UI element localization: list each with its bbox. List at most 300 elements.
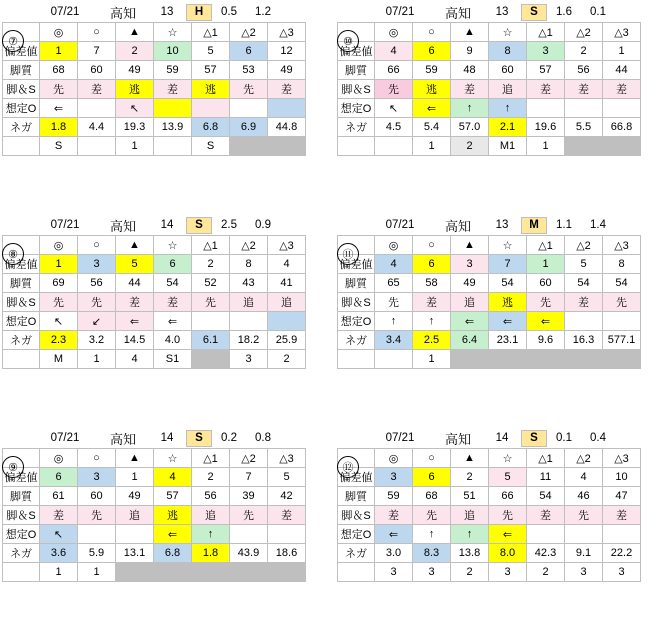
header-place: 高知 (444, 5, 471, 21)
header-place: 高知 (109, 5, 136, 21)
table-row (3, 274, 306, 293)
cell-horse: 4 (268, 255, 306, 274)
cell-souteiO: 3.0 (375, 544, 413, 563)
cell-souteiO: 3.4 (375, 331, 413, 350)
cell-horse: 1 (603, 42, 641, 61)
cell-nega (375, 137, 413, 156)
cell-hensachi: 59 (154, 61, 192, 80)
cell-souteiO: 8.0 (489, 544, 527, 563)
header-place: 高知 (444, 218, 471, 234)
cell-hensachi: 60 (527, 274, 565, 293)
table-row (338, 274, 641, 293)
cell-kyakushitsu: 差 (527, 506, 565, 525)
cell-souteiO: 16.3 (565, 331, 603, 350)
cell-horse: 4 (375, 255, 413, 274)
cell-nega (230, 563, 268, 582)
cell-hensachi: 60 (78, 487, 116, 506)
cell-souteiO: 19.6 (527, 118, 565, 137)
table-row (338, 312, 641, 331)
mark-cell: △1 (192, 23, 230, 42)
mark-cell: ☆ (489, 449, 527, 468)
header-place: 高知 (109, 218, 136, 234)
cell-nega (603, 137, 641, 156)
header-value-1: 1.6 (556, 6, 572, 18)
row-label: 脚質 (3, 487, 40, 506)
cell-horse: 5 (489, 468, 527, 487)
cell-souteiO: 57.0 (451, 118, 489, 137)
mark-cell: ○ (78, 236, 116, 255)
header-value-2: 1.4 (590, 219, 606, 231)
cell-hensachi: 66 (489, 487, 527, 506)
cell-kyakushitsu: 先 (375, 293, 413, 312)
cell-nega (116, 563, 154, 582)
cell-souteiO: 1.8 (192, 544, 230, 563)
row-label: 脚＆S (3, 293, 40, 312)
cell-horse: 5 (268, 468, 306, 487)
cell-hensachi: 54 (154, 274, 192, 293)
row-label: 脚＆S (338, 506, 375, 525)
cell-souteiO: 3.6 (40, 544, 78, 563)
cell-nega: 3 (413, 563, 451, 582)
table-row (3, 80, 306, 99)
header-race-number: 14 (160, 219, 174, 231)
cell-hensachi: 65 (375, 274, 413, 293)
race-block (0, 426, 335, 639)
cell-hensachi: 51 (451, 487, 489, 506)
header-value-2: 0.1 (590, 6, 606, 18)
cell-souteiO: 6.1 (192, 331, 230, 350)
table-row (338, 449, 641, 468)
cell-souteiO: 8.3 (413, 544, 451, 563)
cell-souteiO: 6.8 (192, 118, 230, 137)
header-grade-badge: S (521, 430, 547, 447)
race-block (335, 426, 670, 639)
cell-nega (603, 350, 641, 369)
row-label: 想定O (3, 525, 40, 544)
race-table (337, 22, 641, 156)
mark-cell: △1 (527, 23, 565, 42)
race-block (335, 0, 670, 213)
cell-hensachi: 60 (489, 61, 527, 80)
block-index-badge: ⑩ (337, 30, 359, 52)
header-value-1: 2.5 (221, 219, 237, 231)
cell-hensachi: 59 (375, 487, 413, 506)
cell-hensachi: 44 (116, 274, 154, 293)
cell-ashi_s: ↑ (413, 312, 451, 331)
cell-kyakushitsu: 先 (489, 506, 527, 525)
cell-ashi_s (268, 312, 306, 331)
row-label (3, 137, 40, 156)
cell-kyakushitsu: 先 (40, 293, 78, 312)
cell-kyakushitsu: 先 (230, 506, 268, 525)
cell-kyakushitsu: 差 (40, 506, 78, 525)
cell-souteiO: 2.3 (40, 331, 78, 350)
cell-ashi_s: ↖ (40, 525, 78, 544)
table-row (3, 544, 306, 563)
cell-horse: 3 (78, 255, 116, 274)
cell-kyakushitsu: 追 (451, 506, 489, 525)
cell-nega: S (192, 137, 230, 156)
cell-kyakushitsu: 差 (565, 80, 603, 99)
race-table (337, 235, 641, 369)
cell-ashi_s (192, 312, 230, 331)
cell-souteiO: 18.6 (268, 544, 306, 563)
cell-souteiO: 3.2 (78, 331, 116, 350)
table-row (3, 506, 306, 525)
mark-cell: ○ (413, 23, 451, 42)
cell-ashi_s: ↑ (375, 312, 413, 331)
table-row (3, 312, 306, 331)
row-label: 偏差値 (338, 468, 375, 487)
cell-ashi_s: ↖ (116, 99, 154, 118)
cell-souteiO: 2.1 (489, 118, 527, 137)
table-row (338, 563, 641, 582)
header-race-number: 13 (160, 6, 174, 18)
cell-kyakushitsu: 差 (375, 506, 413, 525)
row-label: 想定O (3, 312, 40, 331)
cell-kyakushitsu: 逃 (489, 293, 527, 312)
race-table (2, 448, 306, 582)
cell-nega (192, 563, 230, 582)
cell-ashi_s (527, 99, 565, 118)
header-value-1: 0.2 (221, 432, 237, 444)
cell-nega: 4 (116, 350, 154, 369)
mark-cell: △3 (268, 23, 306, 42)
cell-ashi_s (78, 99, 116, 118)
table-row (3, 468, 306, 487)
cell-horse: 4 (154, 468, 192, 487)
cell-hensachi: 56 (78, 274, 116, 293)
cell-ashi_s: ⇐ (451, 312, 489, 331)
cell-ashi_s (603, 525, 641, 544)
row-label: 想定O (3, 99, 40, 118)
cell-kyakushitsu: 差 (78, 80, 116, 99)
row-label: 脚質 (338, 274, 375, 293)
mark-cell: ☆ (154, 236, 192, 255)
cell-nega: S1 (154, 350, 192, 369)
header-date: 07/21 (50, 219, 80, 231)
mark-cell: ◎ (375, 23, 413, 42)
cell-nega: 1 (413, 137, 451, 156)
cell-souteiO: 13.9 (154, 118, 192, 137)
cell-hensachi: 49 (116, 487, 154, 506)
cell-horse: 6 (154, 255, 192, 274)
table-row (338, 118, 641, 137)
cell-horse: 5 (116, 255, 154, 274)
cell-horse: 8 (489, 42, 527, 61)
table-row (338, 331, 641, 350)
cell-kyakushitsu: 逃 (413, 80, 451, 99)
header-grade-badge: H (186, 4, 212, 21)
cell-horse: 2 (451, 468, 489, 487)
table-row (338, 236, 641, 255)
row-label: 脚＆S (3, 80, 40, 99)
cell-ashi_s (192, 99, 230, 118)
table-row (3, 449, 306, 468)
cell-horse: 5 (565, 255, 603, 274)
header-race-number: 13 (495, 219, 509, 231)
row-label (338, 350, 375, 369)
header-grade-badge: M (521, 217, 547, 234)
cell-kyakushitsu: 差 (116, 293, 154, 312)
table-row (338, 255, 641, 274)
cell-ashi_s (230, 99, 268, 118)
cell-kyakushitsu: 差 (603, 506, 641, 525)
table-row (338, 506, 641, 525)
cell-horse: 5 (192, 42, 230, 61)
cell-ashi_s (268, 525, 306, 544)
row-label (338, 137, 375, 156)
row-label: ネガ (3, 544, 40, 563)
cell-nega (565, 350, 603, 369)
cell-horse: 1 (40, 255, 78, 274)
header-value-1: 0.1 (556, 432, 572, 444)
cell-nega: M (40, 350, 78, 369)
row-label: 脚質 (338, 487, 375, 506)
cell-ashi_s (268, 99, 306, 118)
cell-horse: 1 (527, 255, 565, 274)
cell-kyakushitsu: 差 (527, 80, 565, 99)
cell-kyakushitsu: 先 (230, 80, 268, 99)
table-row (3, 137, 306, 156)
block-index-badge: ⑫ (337, 456, 359, 478)
cell-horse: 2 (116, 42, 154, 61)
mark-cell: ▲ (451, 23, 489, 42)
mark-cell: △3 (268, 449, 306, 468)
cell-kyakushitsu: 差 (268, 80, 306, 99)
cell-hensachi: 57 (192, 61, 230, 80)
table-row (338, 544, 641, 563)
cell-nega: 3 (603, 563, 641, 582)
header-place: 高知 (109, 431, 136, 447)
cell-hensachi: 56 (565, 61, 603, 80)
mark-cell: △2 (230, 23, 268, 42)
cell-souteiO: 18.2 (230, 331, 268, 350)
cell-ashi_s (230, 525, 268, 544)
cell-ashi_s: ↑ (413, 525, 451, 544)
table-row (338, 23, 641, 42)
cell-nega: 2 (451, 563, 489, 582)
race-table (2, 22, 306, 156)
cell-kyakushitsu: 差 (154, 293, 192, 312)
mark-cell: ▲ (116, 236, 154, 255)
cell-horse: 10 (154, 42, 192, 61)
row-label: ネガ (338, 331, 375, 350)
cell-kyakushitsu: 追 (451, 293, 489, 312)
cell-hensachi: 41 (268, 274, 306, 293)
cell-ashi_s (565, 312, 603, 331)
cell-ashi_s: ↑ (451, 525, 489, 544)
race-header (373, 2, 666, 22)
cell-nega (154, 137, 192, 156)
cell-nega: 1 (116, 137, 154, 156)
cell-horse: 4 (375, 42, 413, 61)
cell-ashi_s: ⇐ (375, 525, 413, 544)
cell-horse: 2 (565, 42, 603, 61)
cell-horse: 7 (489, 255, 527, 274)
cell-hensachi: 49 (116, 61, 154, 80)
row-label: 想定O (338, 525, 375, 544)
cell-kyakushitsu: 先 (565, 506, 603, 525)
mark-cell: △3 (603, 23, 641, 42)
cell-souteiO: 4.5 (375, 118, 413, 137)
cell-nega (78, 137, 116, 156)
cell-horse: 3 (527, 42, 565, 61)
cell-hensachi: 49 (268, 61, 306, 80)
cell-horse: 6 (230, 42, 268, 61)
cell-ashi_s (230, 312, 268, 331)
mark-cell: ○ (413, 449, 451, 468)
row-label (3, 563, 40, 582)
cell-nega (192, 350, 230, 369)
cell-ashi_s (154, 99, 192, 118)
cell-ashi_s: ↑ (451, 99, 489, 118)
cell-nega: 3 (375, 563, 413, 582)
cell-ashi_s: ↑ (489, 99, 527, 118)
cell-kyakushitsu: 逃 (192, 80, 230, 99)
row-label: 脚質 (3, 61, 40, 80)
cell-souteiO: 13.1 (116, 544, 154, 563)
row-label: 想定O (338, 99, 375, 118)
cell-souteiO: 42.3 (527, 544, 565, 563)
cell-ashi_s (565, 99, 603, 118)
cell-horse: 8 (603, 255, 641, 274)
cell-kyakushitsu: 差 (268, 506, 306, 525)
cell-horse: 2 (192, 468, 230, 487)
row-label: ネガ (338, 118, 375, 137)
cell-souteiO: 22.2 (603, 544, 641, 563)
block-index-badge: ⑨ (2, 456, 24, 478)
header-value-2: 0.8 (255, 432, 271, 444)
cell-nega: 3 (489, 563, 527, 582)
cell-horse: 6 (413, 255, 451, 274)
cell-horse: 9 (451, 42, 489, 61)
header-date: 07/21 (50, 432, 80, 444)
row-label: 想定O (338, 312, 375, 331)
table-row (3, 487, 306, 506)
cell-hensachi: 46 (565, 487, 603, 506)
cell-kyakushitsu: 追 (489, 80, 527, 99)
cell-nega: 1 (78, 350, 116, 369)
cell-horse: 7 (78, 42, 116, 61)
table-row (3, 563, 306, 582)
table-row (338, 487, 641, 506)
mark-cell: △2 (230, 236, 268, 255)
cell-nega (154, 563, 192, 582)
table-row (3, 331, 306, 350)
cell-ashi_s: ⇐ (527, 312, 565, 331)
mark-cell: ◎ (40, 449, 78, 468)
row-label: 偏差値 (3, 468, 40, 487)
cell-kyakushitsu: 先 (375, 80, 413, 99)
cell-ashi_s: ⇐ (154, 312, 192, 331)
cell-souteiO: 2.5 (413, 331, 451, 350)
cell-nega: 2 (268, 350, 306, 369)
race-header (373, 215, 666, 235)
cell-souteiO: 66.8 (603, 118, 641, 137)
mark-cell: △1 (192, 236, 230, 255)
row-label: 脚＆S (338, 80, 375, 99)
race-header (38, 428, 331, 448)
cell-horse: 3 (375, 468, 413, 487)
block-index-badge: ⑧ (2, 243, 24, 265)
cell-ashi_s: ↑ (192, 525, 230, 544)
table-row (338, 42, 641, 61)
mark-cell: △3 (268, 236, 306, 255)
cell-nega: S (40, 137, 78, 156)
table-row (3, 23, 306, 42)
header-date: 07/21 (385, 219, 415, 231)
header-date: 07/21 (385, 432, 415, 444)
cell-ashi_s (527, 525, 565, 544)
cell-horse: 3 (451, 255, 489, 274)
cell-kyakushitsu: 追 (230, 293, 268, 312)
cell-nega: 1 (40, 563, 78, 582)
cell-ashi_s (565, 525, 603, 544)
table-row (3, 118, 306, 137)
mark-cell: △2 (565, 23, 603, 42)
cell-souteiO: 6.9 (230, 118, 268, 137)
cell-nega: 2 (451, 137, 489, 156)
mark-cell: ◎ (375, 236, 413, 255)
cell-souteiO: 9.6 (527, 331, 565, 350)
cell-nega (451, 350, 489, 369)
cell-hensachi: 43 (230, 274, 268, 293)
cell-horse: 12 (268, 42, 306, 61)
cell-kyakushitsu: 追 (116, 506, 154, 525)
table-row (338, 80, 641, 99)
table-row (338, 293, 641, 312)
cell-nega: 3 (565, 563, 603, 582)
cell-nega: 1 (527, 137, 565, 156)
cell-souteiO: 4.0 (154, 331, 192, 350)
cell-souteiO: 14.5 (116, 331, 154, 350)
cell-ashi_s (116, 525, 154, 544)
mark-cell: ◎ (375, 449, 413, 468)
header-date: 07/21 (50, 6, 80, 18)
cell-hensachi: 57 (527, 61, 565, 80)
mark-cell: ☆ (154, 23, 192, 42)
cell-kyakushitsu: 追 (192, 506, 230, 525)
cell-souteiO: 5.4 (413, 118, 451, 137)
cell-hensachi: 60 (78, 61, 116, 80)
mark-cell: ☆ (154, 449, 192, 468)
cell-nega (375, 350, 413, 369)
row-label: ネガ (338, 544, 375, 563)
cell-kyakushitsu: 差 (413, 293, 451, 312)
table-row (3, 350, 306, 369)
cell-ashi_s (78, 525, 116, 544)
table-row (338, 350, 641, 369)
cell-ashi_s: ⇐ (40, 99, 78, 118)
cell-ashi_s: ⇐ (489, 312, 527, 331)
cell-hensachi: 61 (40, 487, 78, 506)
cell-souteiO: 13.8 (451, 544, 489, 563)
header-value-1: 1.1 (556, 219, 572, 231)
mark-cell: △2 (565, 449, 603, 468)
cell-horse: 1 (116, 468, 154, 487)
cell-hensachi: 53 (230, 61, 268, 80)
cell-horse: 11 (527, 468, 565, 487)
cell-nega (230, 137, 268, 156)
mark-cell: ▲ (116, 449, 154, 468)
table-row (3, 236, 306, 255)
block-index-badge: ⑦ (2, 30, 24, 52)
mark-cell: ▲ (451, 236, 489, 255)
cell-ashi_s: ⇐ (154, 525, 192, 544)
cell-kyakushitsu: 追 (268, 293, 306, 312)
cell-horse: 3 (78, 468, 116, 487)
